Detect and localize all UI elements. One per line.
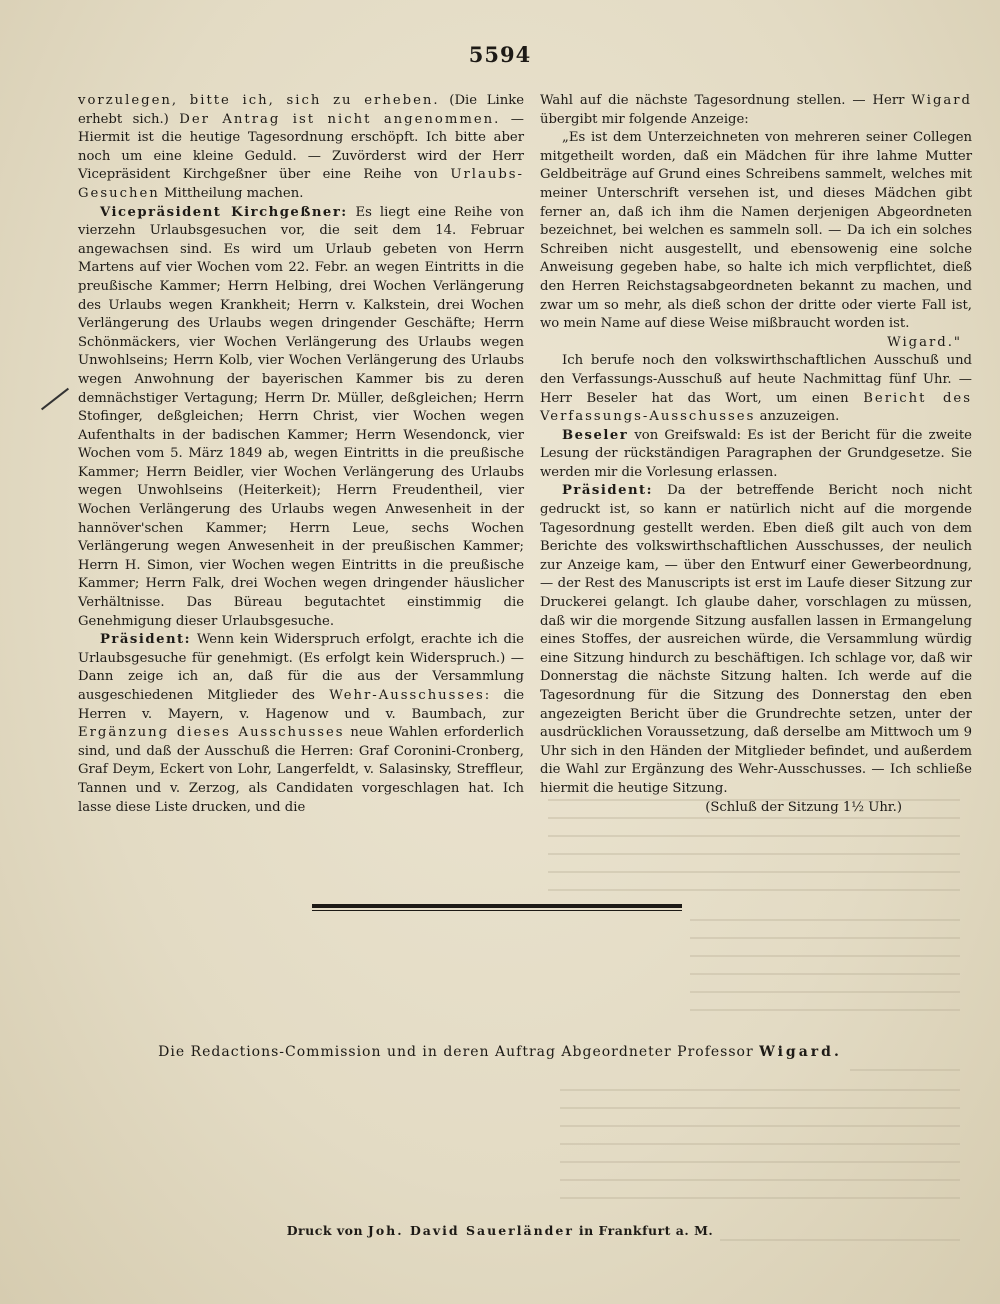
speaker-name: Präsident: <box>100 632 192 648</box>
emphasized-text: Der Antrag ist nicht angenommen. <box>179 111 501 127</box>
paragraph <box>540 129 972 334</box>
printer-imprint <box>0 1223 1000 1238</box>
paragraph <box>540 352 972 426</box>
text-segment: (Die Linke erhebt sich.) <box>78 93 524 127</box>
printer-suffix: in Frankfurt a. M. <box>573 1223 714 1238</box>
emphasized-text: Bericht des Verfassungs-Ausschusses <box>540 390 972 425</box>
emphasized-text: Urlaubs-Gesuchen <box>78 167 524 201</box>
text-segment: — Hiermit ist die heutige Tagesordnung erschöpft. Ich bitte aber noch um eine kleine Geduld. — Zuvörderst wird der Herr Vicepräsident Kirchgeßner über eine Reihe von <box>78 111 524 183</box>
left-column <box>78 92 524 817</box>
text-segment: von Greifswald: Es ist der Bericht für die zweite Lesung der rückständigen Paragraphen der Grundgesetze. Sie werden mir die Vorlesung erlassen. <box>540 427 972 480</box>
text-segment: Wenn kein Widerspruch erfolgt, erachte ich die Urlaubsgesuche für genehmigt. (Es erfolgt kein Widerspruch.) — Dann zeige ich an, daß für die aus der Versammlung ausgeschiedenen Mitglieder des <box>78 632 524 703</box>
text-segment: : die Herren v. Mayern, v. Hagenow und v. Baumbach, zur <box>78 688 524 722</box>
printer-prefix: Druck von <box>286 1223 368 1238</box>
speaker-name: Beseler <box>562 427 629 443</box>
paragraph <box>540 427 972 483</box>
emphasized-text: Wigard." <box>887 334 962 350</box>
paragraph <box>540 482 972 798</box>
text-segment: übergibt mir folgende Anzeige: <box>540 111 749 127</box>
right-column <box>540 92 972 817</box>
credit-name: Wigard. <box>759 1044 842 1060</box>
paragraph <box>78 631 524 817</box>
paragraph <box>78 204 524 632</box>
paragraph <box>540 92 972 129</box>
emphasized-text: Wehr-Ausschusses <box>329 688 485 703</box>
section-rule-thin <box>312 910 682 911</box>
credit-prefix: Die Redactions-Commission und in deren Auftrag Abgeordneter Professor <box>158 1044 760 1060</box>
text-segment: Wahl auf die nächste Tagesordnung stellen. — Herr <box>540 93 912 108</box>
margin-pencil-mark <box>41 388 69 411</box>
text-segment: anzuzeigen. <box>755 409 840 425</box>
editorial-credit <box>0 1044 1000 1060</box>
page-number: 5594 <box>468 42 532 67</box>
emphasized-text: Wigard <box>911 93 972 108</box>
text-segment: Da der betreffende Bericht noch nicht gedruckt ist, so kann er natürlich nicht auf die morgende Tagesordnung gestellt werden. Eben dieß gilt auch von dem Berichte des volkswirthschaftlichen Ausschusses, der neulich zur Anzeige kam, — über den Entwurf einer Gewerbeordnung, — der Rest des Manuscripts ist erst im Laufe dieser Sitzung zur Druckerei gelangt. Ich glaube daher, vorschlagen zu müssen, daß wir die morgende Sitzung ausfallen lassen in Ermangelung eines Stoffes, der ausreichen würde, die Versammlung würdig eine Sitzung hindurch zu beschäftigen. Ich schlage vor, daß wir Donnerstag die nächste Sitzung halten. Ich werde auf die Tagesordnung für die Sitzung des Donnerstag den eben angezeigten Bericht über die Grundrechte setzen, unter der ausdrücklichen Voraussetzung, daß derselbe am Mittwoch um 9 Uhr sich in den Händen der Mitglieder befindet, und außerdem die Wahl zur Ergänzung des Wehr-Ausschusses. — Ich schließe hiermit die heutige Sitzung. <box>540 483 972 796</box>
paragraph <box>78 92 524 204</box>
emphasized-text: vorzulegen, bitte ich, sich zu erheben. <box>78 93 440 108</box>
printer-name: Joh. David Sauerländer <box>367 1223 574 1238</box>
text-segment: Ich berufe noch den volkswirthschaftlichen Ausschuß und den Verfassungs-Ausschuß auf heute Nachmittag fünf Uhr. — Herr Beseler hat das Wort, um einen <box>540 353 972 406</box>
emphasized-text: Ergänzung dieses Ausschusses <box>78 725 345 741</box>
speaker-name: Präsident: <box>562 483 654 499</box>
text-segment: Mittheilung machen. <box>159 185 304 201</box>
text-segment: „Es ist dem Unterzeichneten von mehreren seiner Collegen mitgetheilt worden, daß ein Mädchen für ihre lahme Mutter Geldbeiträge auf Grund eines Schreibens sammelt, welches mit meiner Unterschrift versehen ist, und dieses Mädchen gibt ferner an, daß ich ihm die Namen derjenigen Abgeordneten bezeichnet, bei welchen es sammeln soll. — Da ich ein solches Schreiben nicht ausgestellt, und ebensowenig eine solche Anweisung gegeben habe, so halte ich mich verpflichtet, dieß den Herren Reichstagsabgeordneten bekannt zu machen, und zwar um so mehr, als dieß schon der dritte oder vierte Fall ist, wo mein Name auf diese Weise mißbraucht worden ist. <box>540 130 972 332</box>
section-rule-thick <box>312 904 682 908</box>
text-segment: (Schluß der Sitzung 1½ Uhr.) <box>705 799 902 815</box>
text-segment: Es liegt eine Reihe von vierzehn Urlaubsgesuchen vor, die seit dem 14. Februar angewachsen sind. Es wird um Urlaub gebeten von Herrn Martens auf vier Wochen vom 22. Febr. an wegen Eintritts in die preußische Kammer; Herrn Helbing, drei Wochen Verlängerung des Urlaubs wegen Krankheit; Herrn v. Kalkstein, drei Wochen Verlängerung des Urlaubs wegen dringender Geschäfte; Herrn Schönmäckers, vier Wochen Verlängerung des Urlaubs wegen Unwohlseins; Herrn Kolb, vier Wochen Verlängerung des Urlaubs wegen Anwohnung der bayerischen Kammer bis zu deren demnächstiger Vertagung; Herrn Dr. Müller, deßgleichen; Herrn Stofinger, deßgleichen; Herrn Christ, vier Wochen wegen Aufenthalts in der badischen Kammer; Herrn Wesendonck, vier Wochen vom 5. März 1849 ab, wegen Eintritts in die preußische Kammer; Herrn Beidler, vier Wochen Verlängerung des Urlaubs wegen Unwohlseins (Heiterkeit); Herrn Freudentheil, vier Wochen Verlängerung des Urlaubs wegen Anwesenheit in der hannöver'schen Kammer; Herrn Leue, sechs Wochen Verlängerung wegen Anwesenheit in der preußischen Kammer; Herrn H. Simon, vier Wochen wegen Eintritts in die preußische Kammer; Herrn Falk, drei Wochen wegen dringender häuslicher Verhältnisse. Das Büreau begutachtet einstimmig die Genehmigung dieser Urlaubsgesuche. <box>78 204 524 629</box>
paragraph <box>540 799 972 818</box>
speaker-name: Vicepräsident Kirchgeßner: <box>100 204 348 220</box>
paragraph <box>540 334 972 353</box>
text-segment: neue Wahlen erforderlich sind, und daß der Ausschuß die Herren: Graf Coronini-Cronberg, Graf Deym, Eckert von Lohr, Langerfeldt, v. Salasinsky, Streffleur, Tannen und v. Zerzog, als Candidaten vorgeschlagen hat. Ich lasse diese Liste drucken, und die <box>78 725 524 815</box>
